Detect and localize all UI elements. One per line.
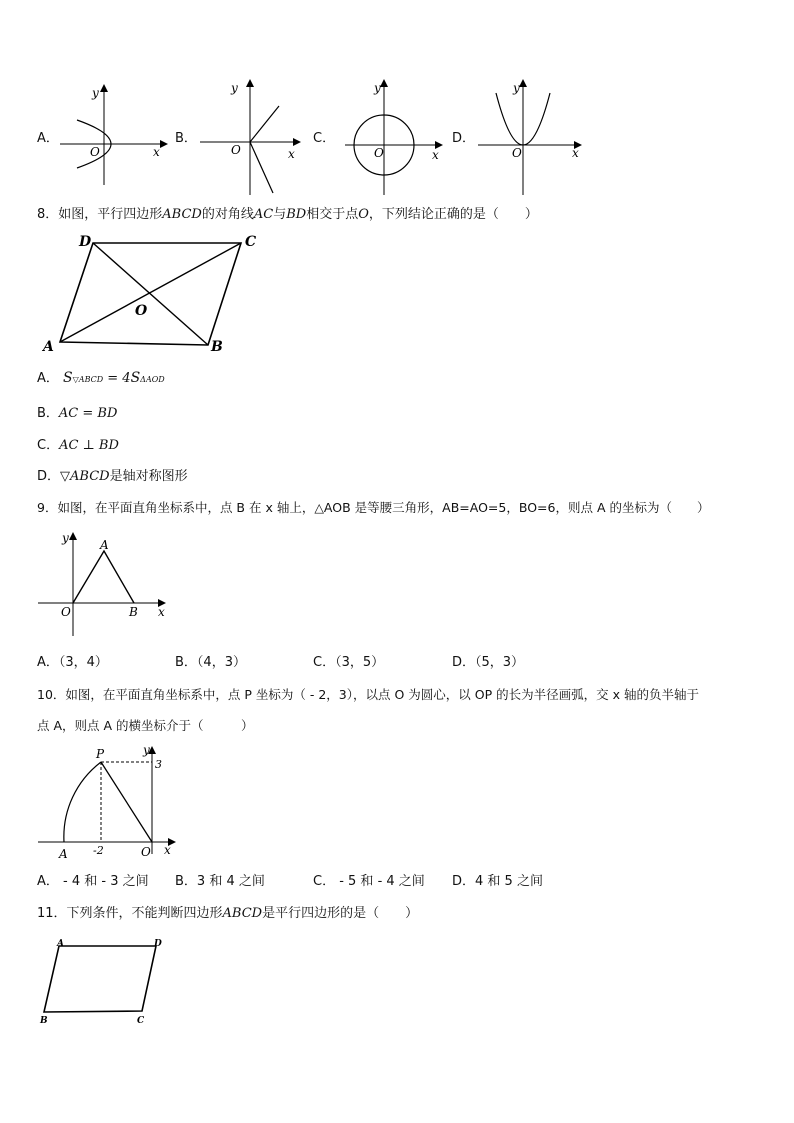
origin-label: O (512, 146, 522, 160)
segment-op (101, 762, 152, 842)
q9-option-a: A．（3，4） (37, 655, 108, 670)
q11-stem: 11．下列条件，不能判断四边形ABCD是平行四边形的是（ ） (37, 906, 419, 921)
q9-option-b: B．（4，3） (175, 655, 246, 670)
svg-text:D: D (79, 234, 92, 250)
q7-option-b-letter: B． (175, 131, 197, 146)
x-axis-label: x (572, 146, 579, 160)
y-axis-label: y (92, 86, 99, 100)
svg-text:y: y (62, 531, 69, 545)
q7-option-a-letter: A． (37, 131, 59, 146)
svg-text:A: A (100, 538, 109, 552)
y-axis-label: y (231, 81, 238, 95)
triangle-aob (73, 551, 134, 603)
q10-option-b: B．3 和 4 之间 (175, 874, 265, 889)
svg-text:O: O (135, 303, 148, 319)
svg-text:x: x (158, 605, 165, 619)
svg-text:C: C (137, 1016, 145, 1026)
svg-text:A: A (59, 847, 68, 861)
q8-option-a: A． S▽ABCD = 4SΔAOD (37, 370, 165, 386)
q8-option-c: C．AC ⊥ BD (37, 438, 119, 453)
q11-quadrilateral-figure (38, 935, 173, 1030)
origin-label: O (231, 143, 241, 157)
origin-label: O (90, 145, 100, 159)
svg-text:3: 3 (155, 758, 162, 771)
arc-pa (64, 762, 101, 842)
svg-text:P: P (96, 747, 105, 761)
svg-text:-2: -2 (93, 844, 104, 857)
svg-text:D: D (154, 939, 162, 949)
q10-arc-figure (38, 742, 180, 862)
q9-stem: 9．如图，在平面直角坐标系中，点 B 在 x 轴上，△AOB 是等腰三角形，AB=AO=5，BO=6，则点 A 的坐标为（ ） (37, 500, 710, 515)
svg-text:O: O (61, 605, 71, 619)
q10-option-d: D．4 和 5 之间 (452, 874, 543, 889)
diagonal-bd (93, 243, 208, 345)
q10-option-a: A． - 4 和 - 3 之间 (37, 874, 149, 889)
x-axis-label: x (288, 147, 295, 161)
q10-stem-line2: 点 A，则点 A 的横坐标介于（ ） (37, 718, 254, 733)
q7-option-d-graph (476, 75, 586, 197)
q7-option-a-graph (55, 80, 170, 190)
ray-up (250, 106, 279, 142)
y-axis-label: y (374, 81, 381, 95)
svg-text:B: B (129, 605, 138, 619)
q7-option-c-letter: C． (313, 131, 336, 146)
svg-text:A: A (43, 339, 54, 355)
y-axis-label: y (513, 81, 520, 95)
origin-label: O (374, 146, 384, 160)
svg-text:C: C (245, 234, 257, 250)
q8-option-b: B．AC = BD (37, 406, 118, 421)
svg-text:y: y (143, 743, 150, 757)
svg-text:x: x (164, 843, 171, 857)
q9-option-d: D．（5，3） (452, 655, 525, 670)
q8-parallelogram-figure (38, 230, 268, 358)
svg-text:A: A (57, 939, 64, 949)
q10-option-c: C． - 5 和 - 4 之间 (313, 874, 425, 889)
q7-option-c-graph (340, 75, 450, 197)
ray-down (250, 142, 273, 193)
q8-option-d: D．▽ABCD是轴对称图形 (37, 469, 188, 484)
q8-stem: 8．如图，平行四边形ABCD的对角线AC与BD相交于点O，下列结论正确的是（ ） (37, 207, 538, 222)
x-axis-label: x (432, 148, 439, 162)
svg-text:B: B (40, 1016, 48, 1026)
x-axis-label: x (153, 145, 160, 159)
q10-stem-line1: 10．如图，在平面直角坐标系中，点 P 坐标为（ - 2，3），以点 O 为圆心，以 OP 的长为半径画弧，交 x 轴的负半轴于 (37, 687, 699, 702)
q7-option-d-letter: D． (452, 131, 476, 146)
svg-text:B: B (211, 339, 223, 355)
q7-option-b-graph (195, 75, 305, 197)
q9-option-c: C．（3，5） (313, 655, 385, 670)
svg-text:O: O (141, 845, 151, 859)
q9-triangle-figure (38, 528, 170, 640)
